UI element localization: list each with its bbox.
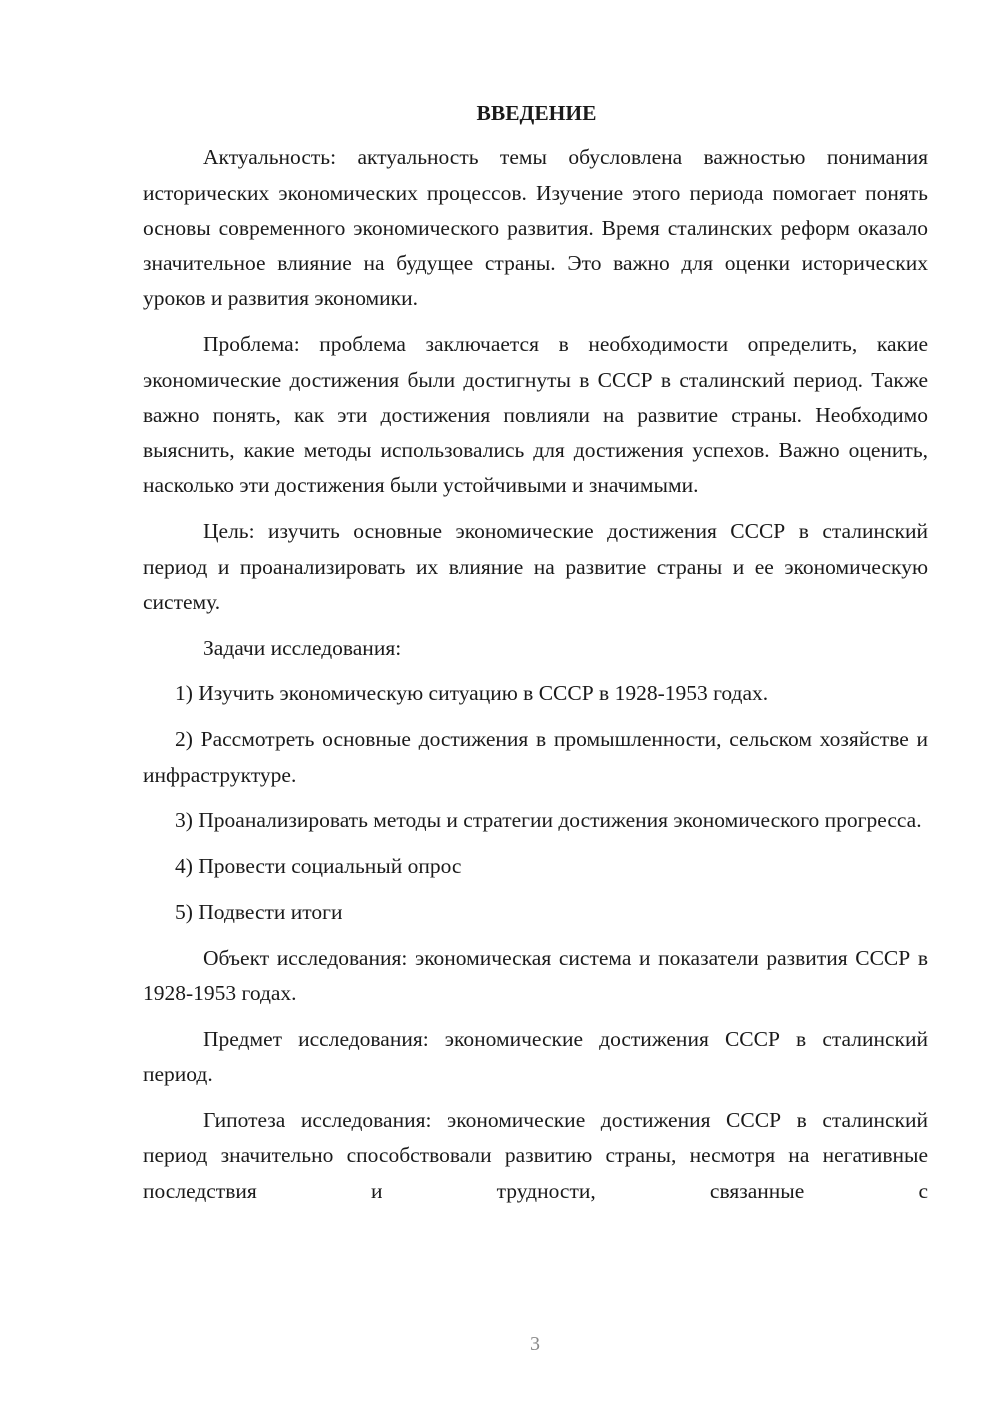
- object-paragraph: Объект исследования: экономическая система и показатели развития СССР в 1928-1953 годах.: [143, 945, 928, 1006]
- page-number: 3: [530, 1333, 540, 1355]
- relevance-paragraph: Актуальность: актуальность темы обусловлена важностью понимания исторических экономических процессов. Изучение этого периода помогает понять основы современного экономического развития. Время сталинских реформ оказало значительное влияние на будущее страны. Это важно для оценки исторических уроков и развития экономики.: [143, 145, 928, 311]
- task-item-5: 5) Подвести итоги: [175, 899, 343, 924]
- task-item-1: 1) Изучить экономическую ситуацию в СССР в 1928-1953 годах.: [175, 681, 769, 706]
- task-item-2: 2) Рассмотреть основные достижения в промышленности, сельском хозяйстве и инфраструктуре.: [143, 727, 928, 787]
- goal-paragraph: Цель: изучить основные экономические достижения СССР в сталинский период и проанализировать их влияние на развитие страны и ее экономическую систему.: [143, 519, 928, 614]
- task-item-4: 4) Провести социальный опрос: [175, 854, 462, 879]
- subject-paragraph: Предмет исследования: экономические достижения СССР в сталинский период.: [143, 1026, 928, 1087]
- section-heading: ВВЕДЕНИЕ: [476, 101, 597, 125]
- problem-paragraph: Проблема: проблема заключается в необходимости определить, какие экономические достижения были достигнуты в СССР в сталинский период. Также важно понять, как эти достижения повлияли на развитие страны. Необходимо выяснить, какие методы использовались для достижения успехов. Важно оценить, насколько эти достижения были устойчивыми и значимыми.: [143, 332, 928, 498]
- task-item-3: 3) Проанализировать методы и стратегии достижения экономического прогресса.: [175, 808, 922, 833]
- page-content: [143, 96, 928, 1219]
- tasks-title: Задачи исследования:: [203, 635, 402, 660]
- hypothesis-paragraph: Гипотеза исследования: экономические достижения СССР в сталинский период значительно способствовали развитию страны, несмотря на негативные последствия и трудности, связанные с: [143, 1107, 928, 1203]
